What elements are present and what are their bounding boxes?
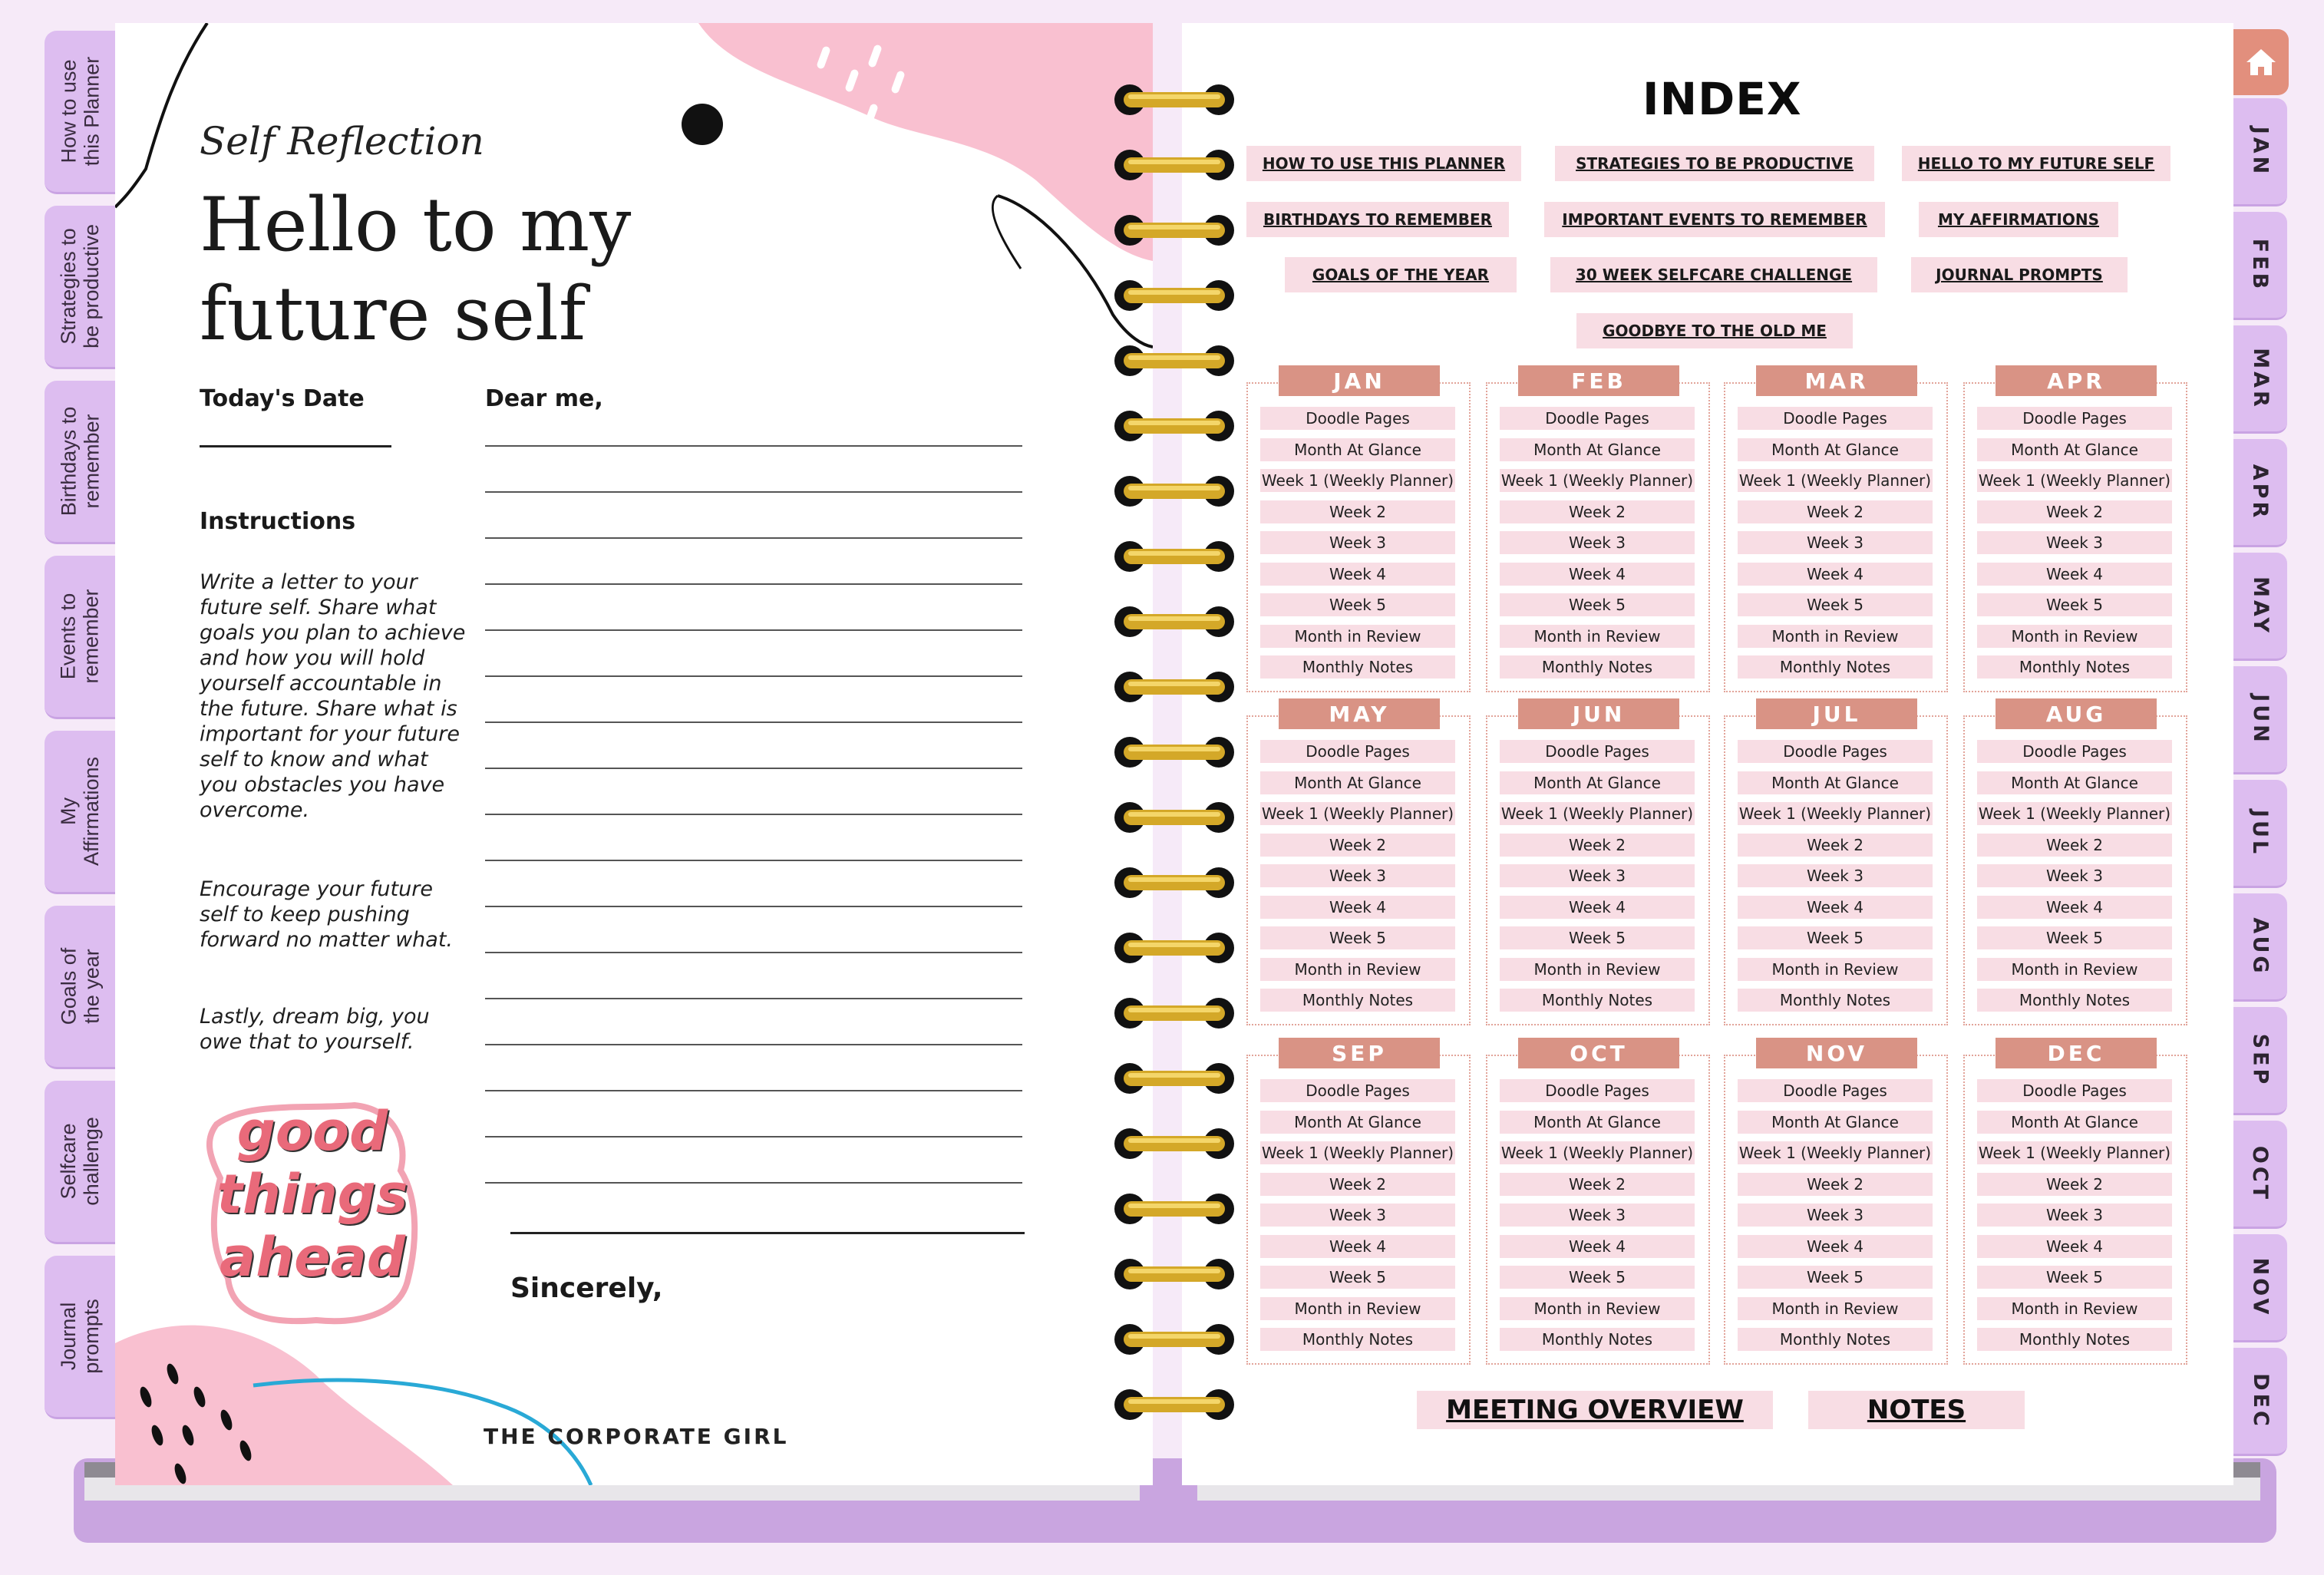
spiral-ring [1113, 540, 1236, 573]
month-index-link[interactable]: Month At Glance [1977, 1111, 2172, 1134]
spiral-ring [1113, 474, 1236, 508]
month-box-mar [1724, 368, 1948, 692]
tab-oct[interactable] [2233, 1121, 2287, 1229]
spiral-ring [1113, 670, 1236, 704]
tab-dec[interactable] [2233, 1348, 2287, 1456]
month-index-link[interactable]: Month in Review [1260, 625, 1455, 648]
month-box-oct [1486, 1040, 1710, 1365]
month-header[interactable]: JUL [1756, 698, 1917, 729]
meeting-overview-link[interactable]: MEETING OVERVIEW [1417, 1391, 1773, 1429]
month-tab-label: MAY [2248, 576, 2273, 636]
brand-footer: THE CORPORATE GIRL [484, 1424, 789, 1449]
month-index-link[interactable]: Month At Glance [1260, 438, 1455, 461]
letter-line[interactable] [485, 537, 1022, 539]
tab-affirmations[interactable] [45, 731, 115, 894]
tab-selfcare[interactable] [45, 1081, 115, 1244]
month-index-link[interactable]: Month At Glance [1738, 1111, 1933, 1134]
letter-line[interactable] [485, 675, 1022, 677]
month-index-link[interactable]: Week 4 [1500, 896, 1695, 919]
title-line: future self [200, 271, 586, 357]
tab-label: this Planner [80, 56, 103, 167]
month-box-may [1246, 701, 1471, 1025]
month-tab-label: FEB [2248, 238, 2273, 292]
month-index-link[interactable]: Week 4 [1500, 563, 1695, 586]
month-index-link[interactable]: Week 3 [1738, 1204, 1933, 1227]
index-link-how-to-use[interactable]: HOW TO USE THIS PLANNER [1246, 146, 1521, 181]
month-index-link[interactable]: Week 3 [1260, 864, 1455, 887]
letter-line[interactable] [485, 1044, 1022, 1045]
index-link-selfcare[interactable]: 30 WEEK SELFCARE CHALLENGE [1550, 257, 1877, 292]
month-index-link[interactable]: Week 3 [1977, 531, 2172, 554]
month-header[interactable]: JAN [1279, 365, 1440, 396]
month-header[interactable]: SEP [1279, 1038, 1440, 1068]
instructions-paragraph: Lastly, dream big, you owe that to yourself. [200, 1005, 430, 1054]
month-index-link[interactable]: Week 1 (Weekly Planner) [1738, 1141, 1933, 1164]
index-link-goodbye[interactable]: GOODBYE TO THE OLD ME [1576, 313, 1853, 348]
month-index-link[interactable]: Week 2 [1260, 834, 1455, 857]
month-index-link[interactable]: Week 1 (Weekly Planner) [1977, 469, 2172, 492]
spiral-ring [1113, 213, 1236, 247]
month-index-link[interactable]: Week 2 [1500, 1173, 1695, 1196]
spiral-ring [1113, 148, 1236, 182]
month-index-link[interactable]: Doodle Pages [1977, 1079, 2172, 1102]
month-index-link[interactable]: Week 2 [1500, 834, 1695, 857]
tab-label: How to use [57, 59, 80, 163]
month-index-link[interactable]: Week 3 [1738, 864, 1933, 887]
tab-label: Journal [57, 1302, 81, 1371]
month-header[interactable]: DEC [1996, 1038, 2157, 1068]
tab-aug[interactable] [2233, 893, 2287, 1002]
month-index-link[interactable]: Month At Glance [1977, 771, 2172, 794]
tab-mar[interactable] [2233, 325, 2287, 434]
month-box-jul [1724, 701, 1948, 1025]
home-tab[interactable] [2233, 29, 2289, 95]
month-index-link[interactable]: Week 2 [1738, 500, 1933, 523]
tab-label: Birthdays to [57, 406, 81, 517]
month-index-link[interactable]: Week 4 [1977, 896, 2172, 919]
tab-label: remember [80, 414, 104, 509]
tab-label: Events to [57, 593, 80, 680]
instructions-label: Instructions [200, 508, 356, 535]
month-index-link[interactable]: Week 1 (Weekly Planner) [1977, 1141, 2172, 1164]
month-index-link[interactable]: Week 4 [1738, 1235, 1933, 1258]
tab-label: be productive [80, 223, 104, 349]
index-link-strategies[interactable]: STRATEGIES TO BE PRODUCTIVE [1555, 146, 1874, 181]
month-index-link[interactable]: Monthly Notes [1260, 1328, 1455, 1351]
month-index-link[interactable]: Month in Review [1500, 1297, 1695, 1320]
letter-line[interactable] [485, 445, 1022, 447]
spiral-ring [1113, 1062, 1236, 1095]
tab-goals[interactable] [45, 906, 115, 1069]
sincerely-label: Sincerely, [510, 1273, 663, 1304]
month-box-dec [1963, 1040, 2187, 1365]
month-index-link[interactable]: Doodle Pages [1260, 1079, 1455, 1102]
letter-line[interactable] [485, 721, 1022, 723]
tab-label: challenge [80, 1117, 103, 1206]
letter-line[interactable] [485, 768, 1022, 769]
tab-label: Goals of [57, 947, 80, 1025]
month-tab-label: NOV [2248, 1257, 2273, 1317]
month-box-feb [1486, 368, 1710, 692]
month-index-link[interactable]: Month in Review [1260, 958, 1455, 981]
month-index-link[interactable]: Week 5 [1977, 593, 2172, 616]
month-index-link[interactable]: Week 1 (Weekly Planner) [1738, 802, 1933, 825]
month-index-link[interactable]: Week 3 [1260, 1204, 1455, 1227]
instructions-paragraph: Encourage your future self to keep pushing forward no matter what. [200, 877, 454, 952]
month-index-link[interactable]: Week 3 [1977, 1204, 2172, 1227]
page-kicker: Self Reflection [200, 119, 484, 163]
month-index-link[interactable]: Doodle Pages [1260, 740, 1455, 763]
month-box-aug [1963, 701, 2187, 1025]
month-index-link[interactable]: Monthly Notes [1738, 989, 1933, 1012]
letter-line[interactable] [485, 583, 1022, 585]
tab-sep[interactable] [2233, 1007, 2287, 1115]
month-index-link[interactable]: Doodle Pages [1977, 740, 2172, 763]
spiral-ring [1113, 866, 1236, 900]
month-index-link[interactable]: Week 2 [1977, 834, 2172, 857]
month-index-link[interactable]: Monthly Notes [1977, 655, 2172, 679]
month-index-link[interactable]: Monthly Notes [1260, 989, 1455, 1012]
index-title: INDEX [1642, 73, 1802, 125]
page-title [200, 180, 631, 358]
month-tab-label: SEP [2248, 1033, 2273, 1087]
month-index-link[interactable]: Doodle Pages [1738, 407, 1933, 430]
month-index-link[interactable]: Week 5 [1977, 926, 2172, 949]
month-box-apr [1963, 368, 2187, 692]
month-tab-label: JUL [2248, 809, 2273, 857]
month-tab-label: JUN [2248, 693, 2273, 745]
spiral-ring [1113, 83, 1236, 117]
month-index-link[interactable]: Doodle Pages [1500, 1079, 1695, 1102]
month-box-nov [1724, 1040, 1948, 1365]
spiral-ring [1113, 931, 1236, 965]
month-index-link[interactable]: Monthly Notes [1500, 989, 1695, 1012]
month-box-jun [1486, 701, 1710, 1025]
month-index-link[interactable]: Week 1 (Weekly Planner) [1500, 1141, 1695, 1164]
tab-how-to-use[interactable] [45, 31, 115, 194]
month-index-link[interactable]: Month in Review [1260, 1297, 1455, 1320]
month-index-link[interactable]: Week 4 [1738, 896, 1933, 919]
month-index-link[interactable]: Week 4 [1260, 563, 1455, 586]
month-header[interactable]: MAY [1279, 698, 1440, 729]
tab-birthdays[interactable] [45, 381, 115, 544]
spiral-ring [1113, 1322, 1236, 1356]
month-index-link[interactable]: Month At Glance [1500, 771, 1695, 794]
tab-nov[interactable] [2233, 1234, 2287, 1342]
dear-me-label: Dear me, [485, 385, 603, 412]
month-index-link[interactable]: Week 1 (Weekly Planner) [1260, 1141, 1455, 1164]
month-index-link[interactable]: Week 3 [1500, 864, 1695, 887]
tab-events[interactable] [45, 556, 115, 719]
tab-apr[interactable] [2233, 439, 2287, 547]
month-index-link[interactable]: Month in Review [1977, 958, 2172, 981]
month-index-link[interactable]: Week 1 (Weekly Planner) [1260, 469, 1455, 492]
month-index-link[interactable]: Week 1 (Weekly Planner) [1977, 802, 2172, 825]
index-link-affirmations[interactable]: MY AFFIRMATIONS [1919, 202, 2118, 237]
letter-line[interactable] [485, 629, 1022, 631]
month-index-link[interactable]: Doodle Pages [1500, 740, 1695, 763]
tab-label: Selfcare [57, 1123, 80, 1200]
signature-line[interactable] [510, 1232, 1025, 1234]
month-index-link[interactable]: Week 2 [1977, 500, 2172, 523]
month-index-link[interactable]: Month At Glance [1260, 771, 1455, 794]
spiral-ring [1113, 996, 1236, 1030]
index-link-goals[interactable]: GOALS OF THE YEAR [1285, 257, 1517, 292]
notes-link[interactable]: NOTES [1808, 1391, 2025, 1429]
month-index-link[interactable]: Month in Review [1500, 958, 1695, 981]
month-tab-label: MAR [2248, 347, 2273, 410]
spiral-ring [1113, 801, 1236, 834]
tab-label: Strategies to [57, 228, 81, 345]
month-header[interactable]: JUN [1518, 698, 1679, 729]
index-link-journal[interactable]: JOURNAL PROMPTS [1911, 257, 2128, 292]
month-box-jan [1246, 368, 1471, 692]
month-index-link[interactable]: Week 4 [1738, 563, 1933, 586]
tab-label: Affirmations [80, 756, 103, 867]
letter-line[interactable] [485, 860, 1022, 861]
month-header[interactable]: FEB [1518, 365, 1679, 396]
index-link-birthdays[interactable]: BIRTHDAYS TO REMEMBER [1246, 202, 1509, 237]
month-index-link[interactable]: Week 2 [1738, 1173, 1933, 1196]
tab-jun[interactable] [2233, 666, 2287, 774]
letter-line[interactable] [485, 906, 1022, 907]
month-index-link[interactable]: Week 3 [1500, 531, 1695, 554]
month-index-link[interactable]: Month in Review [1500, 625, 1695, 648]
letter-line[interactable] [485, 1182, 1022, 1184]
month-index-link[interactable]: Month in Review [1977, 1297, 2172, 1320]
spiral-ring [1113, 409, 1236, 443]
spiral-ring [1113, 605, 1236, 639]
month-index-link[interactable]: Week 3 [1977, 864, 2172, 887]
good-things-ahead-sticker [201, 1094, 424, 1332]
month-header[interactable]: AUG [1996, 698, 2157, 729]
tab-journal[interactable] [45, 1256, 115, 1419]
month-index-link[interactable]: Week 3 [1500, 1204, 1695, 1227]
spiral-ring [1113, 1127, 1236, 1161]
tab-label: the year [80, 949, 103, 1024]
spiral-ring [1113, 1388, 1236, 1421]
month-index-link[interactable]: Week 5 [1500, 1266, 1695, 1289]
letter-line[interactable] [485, 814, 1022, 815]
month-index-link[interactable]: Month in Review [1977, 625, 2172, 648]
month-index-link[interactable]: Week 2 [1260, 500, 1455, 523]
left-section-tabs [45, 31, 115, 1466]
tab-label: remember [80, 589, 103, 684]
month-index-link[interactable]: Week 5 [1500, 926, 1695, 949]
month-index-link[interactable]: Week 1 (Weekly Planner) [1500, 802, 1695, 825]
spiral-ring [1113, 1257, 1236, 1291]
letter-line[interactable] [485, 491, 1022, 493]
spiral-ring [1113, 279, 1236, 312]
month-box-sep [1246, 1040, 1471, 1365]
month-index-link[interactable]: Week 5 [1260, 593, 1455, 616]
month-index-link[interactable]: Monthly Notes [1977, 1328, 2172, 1351]
month-index-link[interactable]: Week 1 (Weekly Planner) [1260, 802, 1455, 825]
month-index-link[interactable]: Week 5 [1738, 926, 1933, 949]
tab-jul[interactable] [2233, 780, 2287, 888]
month-index-link[interactable]: Week 5 [1977, 1266, 2172, 1289]
tab-jan[interactable] [2233, 98, 2287, 206]
month-index-link[interactable]: Doodle Pages [1500, 407, 1695, 430]
month-index-link[interactable]: Week 4 [1500, 1235, 1695, 1258]
month-index-link[interactable]: Month At Glance [1500, 1111, 1695, 1134]
month-index-link[interactable]: Monthly Notes [1738, 655, 1933, 679]
month-index-link[interactable]: Week 3 [1260, 531, 1455, 554]
sticker-text: good [236, 1100, 388, 1163]
month-index-link[interactable]: Doodle Pages [1260, 407, 1455, 430]
tab-may[interactable] [2233, 553, 2287, 661]
month-index-link[interactable]: Month in Review [1738, 1297, 1933, 1320]
month-header[interactable]: NOV [1756, 1038, 1917, 1068]
month-tab-label: JAN [2248, 126, 2273, 177]
month-header[interactable]: APR [1996, 365, 2157, 396]
month-index-link[interactable]: Doodle Pages [1738, 740, 1933, 763]
date-field[interactable] [200, 445, 391, 447]
month-header[interactable]: OCT [1518, 1038, 1679, 1068]
month-index-link[interactable]: Week 2 [1738, 834, 1933, 857]
month-index-link[interactable]: Month At Glance [1260, 1111, 1455, 1134]
sticker-text: things [216, 1163, 408, 1226]
month-index-link[interactable]: Week 4 [1260, 1235, 1455, 1258]
spiral-ring [1113, 1192, 1236, 1226]
tab-strategies[interactable] [45, 206, 115, 369]
month-index-link[interactable]: Monthly Notes [1500, 655, 1695, 679]
month-index-link[interactable]: Monthly Notes [1260, 655, 1455, 679]
home-icon [2244, 47, 2278, 78]
month-index-link[interactable]: Week 2 [1977, 1173, 2172, 1196]
month-index-link[interactable]: Week 2 [1500, 500, 1695, 523]
letter-line[interactable] [485, 1090, 1022, 1091]
month-index-link[interactable]: Week 5 [1738, 593, 1933, 616]
spiral-ring [1113, 735, 1236, 769]
month-index-link[interactable]: Week 4 [1977, 1235, 2172, 1258]
left-page [115, 23, 1153, 1485]
month-index-link[interactable]: Doodle Pages [1738, 1079, 1933, 1102]
title-line: Hello to my [200, 182, 632, 268]
month-index-link[interactable]: Monthly Notes [1977, 989, 2172, 1012]
spiral-ring [1113, 344, 1236, 378]
todays-date-label: Today's Date [200, 385, 365, 412]
month-index-link[interactable]: Week 5 [1500, 593, 1695, 616]
tab-feb[interactable] [2233, 212, 2287, 320]
month-index-link[interactable]: Week 4 [1260, 896, 1455, 919]
month-index-link[interactable]: Doodle Pages [1977, 407, 2172, 430]
tab-label: prompts [80, 1299, 104, 1374]
month-index-link[interactable]: Week 5 [1260, 926, 1455, 949]
month-index-link[interactable]: Week 5 [1738, 1266, 1933, 1289]
month-index-link[interactable]: Month in Review [1738, 958, 1933, 981]
month-index-link[interactable]: Week 5 [1260, 1266, 1455, 1289]
month-index-link[interactable]: Month in Review [1738, 625, 1933, 648]
letter-line[interactable] [485, 1136, 1022, 1138]
instructions-paragraph: Write a letter to your future self. Share what goals you plan to achieve and how you will hold yourself accountable in the future. Share what is important for your future self to know and what you obstacles you have overcome. [200, 570, 466, 822]
index-link-future-self[interactable]: HELLO TO MY FUTURE SELF [1902, 146, 2170, 181]
month-index-link[interactable]: Month At Glance [1977, 438, 2172, 461]
month-tab-label: OCT [2248, 1145, 2273, 1202]
month-index-link[interactable]: Month At Glance [1738, 438, 1933, 461]
index-link-events[interactable]: IMPORTANT EVENTS TO REMEMBER [1544, 202, 1885, 237]
month-index-link[interactable]: Monthly Notes [1500, 1328, 1695, 1351]
month-tab-label: AUG [2248, 916, 2273, 976]
month-index-link[interactable]: Week 1 (Weekly Planner) [1738, 469, 1933, 492]
letter-line[interactable] [485, 998, 1022, 999]
letter-line[interactable] [485, 952, 1022, 953]
month-header[interactable]: MAR [1756, 365, 1917, 396]
sticker-text: ahead [220, 1226, 405, 1289]
month-tab-label: APR [2248, 464, 2273, 520]
month-index-link[interactable]: Week 1 (Weekly Planner) [1500, 469, 1695, 492]
month-index-link[interactable]: Week 2 [1260, 1173, 1455, 1196]
tab-label: My [57, 797, 80, 825]
month-index-link[interactable]: Month At Glance [1500, 438, 1695, 461]
month-index-link[interactable]: Month At Glance [1738, 771, 1933, 794]
month-index-link[interactable]: Week 3 [1738, 531, 1933, 554]
month-index-link[interactable]: Week 4 [1977, 563, 2172, 586]
month-tab-label: DEC [2248, 1372, 2273, 1429]
month-index-link[interactable]: Monthly Notes [1738, 1328, 1933, 1351]
